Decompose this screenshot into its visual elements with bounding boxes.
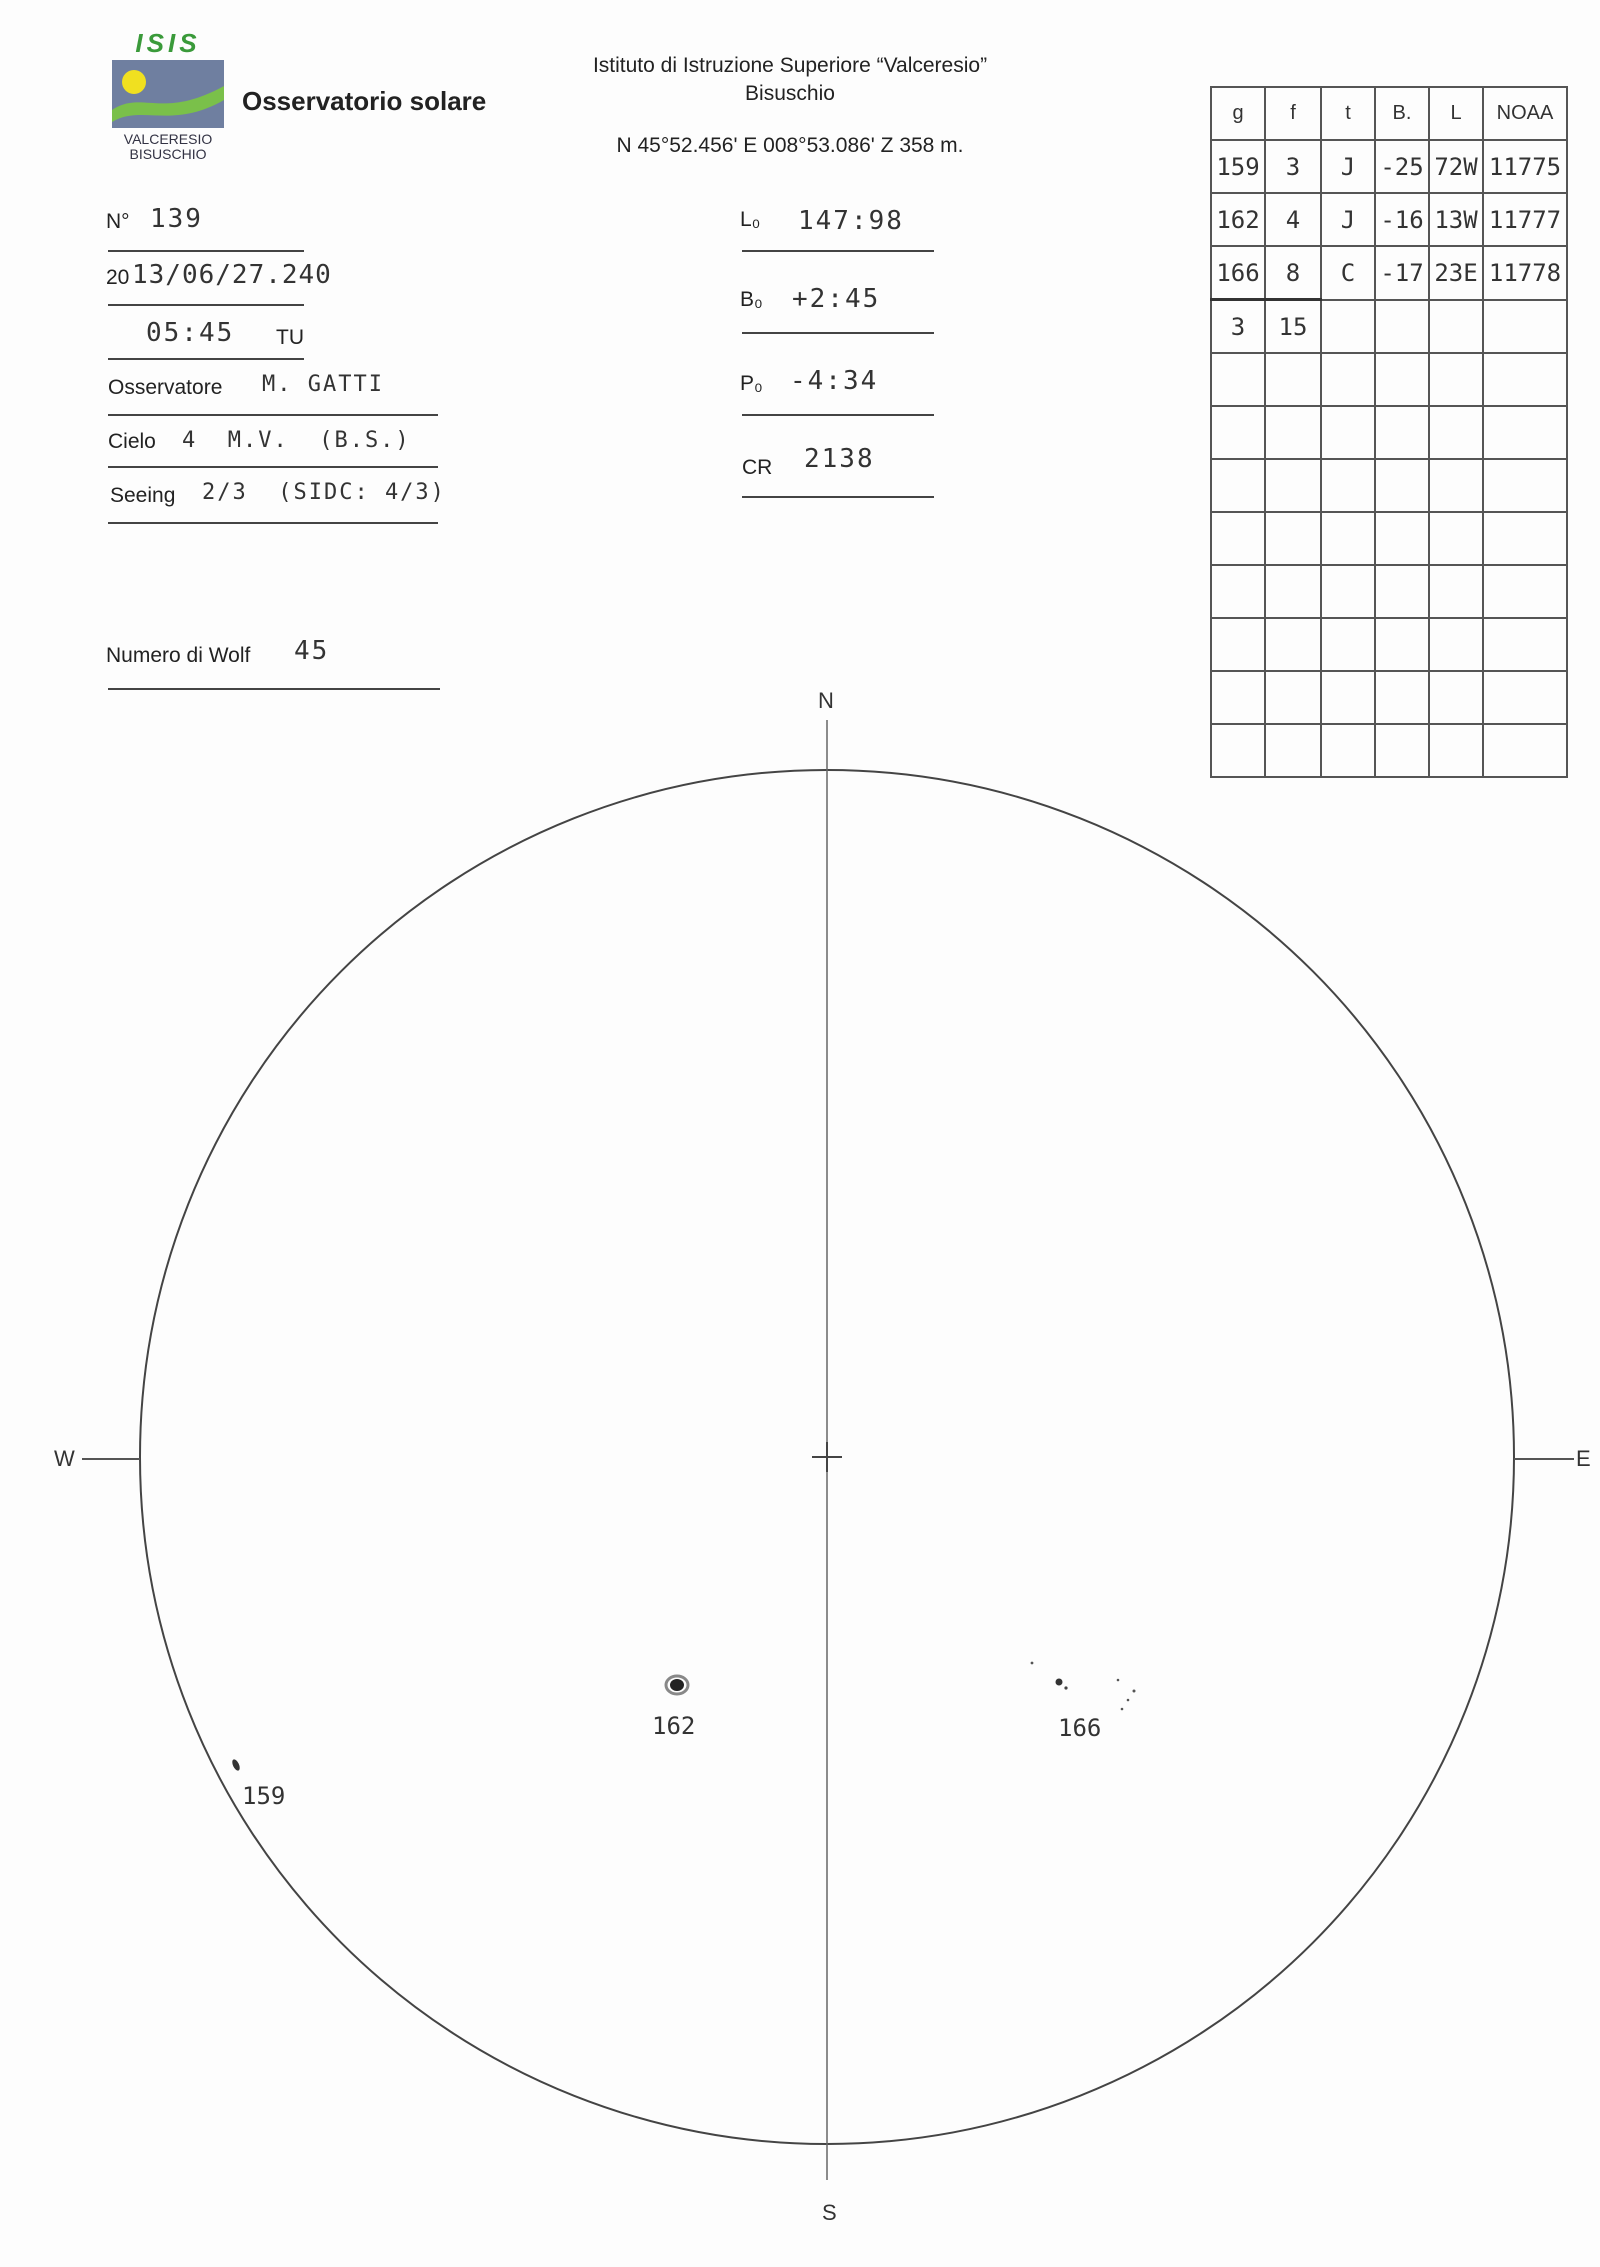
east-label: E bbox=[1576, 1446, 1591, 1471]
north-label: N bbox=[818, 688, 834, 713]
group-label-166: 166 bbox=[1058, 1714, 1102, 1742]
table-cell: 11775 bbox=[1483, 140, 1567, 193]
table-cell: C bbox=[1321, 246, 1375, 300]
observer-label: Osservatore bbox=[108, 376, 223, 399]
table-cell: 11778 bbox=[1483, 246, 1567, 300]
table-cell: 4 bbox=[1265, 193, 1321, 246]
table-cell: 72W bbox=[1429, 140, 1483, 193]
south-label: S bbox=[822, 2200, 837, 2225]
logo-caption-line1: VALCERESIO bbox=[123, 131, 213, 147]
institute-town: Bisuschio bbox=[745, 82, 835, 105]
b0-label: B₀ bbox=[740, 288, 763, 311]
b0-value: +2:45 bbox=[792, 284, 881, 314]
header-l: L bbox=[1429, 87, 1483, 140]
table-cell: J bbox=[1321, 140, 1375, 193]
seeing-label: Seeing bbox=[110, 484, 176, 507]
institute-name: Istituto di Istruzione Superiore “Valceresio” bbox=[592, 54, 988, 77]
spot-group-166 bbox=[1031, 1662, 1136, 1711]
table-cell: 159 bbox=[1211, 140, 1265, 193]
observatory-title: Osservatorio solare bbox=[242, 86, 487, 116]
header-b: B. bbox=[1375, 87, 1429, 140]
date-prefix: 20 bbox=[106, 266, 130, 289]
table-cell: -16 bbox=[1375, 193, 1429, 246]
l0-value: 147:98 bbox=[798, 206, 904, 236]
table-cell: -25 bbox=[1375, 140, 1429, 193]
wolf-label: Numero di Wolf bbox=[106, 644, 251, 667]
header-g: g bbox=[1211, 87, 1265, 140]
logo-wordmark: ISIS bbox=[135, 28, 201, 58]
number-label: N° bbox=[106, 210, 130, 233]
p0-label: P₀ bbox=[740, 372, 763, 395]
header-t: t bbox=[1321, 87, 1375, 140]
time-unit: TU bbox=[276, 326, 304, 349]
sky-value: 4 M.V. (B.S.) bbox=[182, 428, 411, 453]
logo-caption-line2: BISUSCHIO bbox=[129, 146, 207, 162]
observer-value: M. GATTI bbox=[262, 372, 384, 397]
header-noaa: NOAA bbox=[1483, 87, 1567, 140]
spot-group-162 bbox=[670, 1679, 684, 1691]
table-cell: 3 bbox=[1265, 140, 1321, 193]
table-cell: 3 bbox=[1211, 300, 1265, 354]
cr-label: CR bbox=[742, 456, 773, 479]
p0-value: -4:34 bbox=[790, 366, 879, 396]
spot-group-159 bbox=[231, 1758, 242, 1771]
seeing-value: 2/3 (SIDC: 4/3) bbox=[202, 480, 446, 505]
l0-label: L₀ bbox=[740, 208, 761, 231]
header-f: f bbox=[1265, 87, 1321, 140]
table-cell: -17 bbox=[1375, 246, 1429, 300]
table-cell: 8 bbox=[1265, 246, 1321, 300]
table-cell: 13W bbox=[1429, 193, 1483, 246]
number-value: 139 bbox=[150, 204, 203, 234]
wolf-value: 45 bbox=[294, 636, 330, 666]
table-cell: 11777 bbox=[1483, 193, 1567, 246]
table-cell: 15 bbox=[1265, 300, 1321, 354]
table-cell: 166 bbox=[1211, 246, 1265, 300]
time-value: 05:45 bbox=[146, 318, 235, 348]
table-cell: J bbox=[1321, 193, 1375, 246]
table-cell: 23E bbox=[1429, 246, 1483, 300]
date-value: 13/06/27.240 bbox=[132, 260, 332, 290]
group-label-162: 162 bbox=[652, 1712, 696, 1740]
sky-label: Cielo bbox=[108, 430, 156, 453]
group-label-159: 159 bbox=[242, 1782, 286, 1810]
table-cell: 162 bbox=[1211, 193, 1265, 246]
site-coordinates: N 45°52.456' E 008°53.086' Z 358 m. bbox=[616, 134, 964, 157]
cr-value: 2138 bbox=[804, 444, 875, 474]
west-label: W bbox=[54, 1446, 75, 1471]
